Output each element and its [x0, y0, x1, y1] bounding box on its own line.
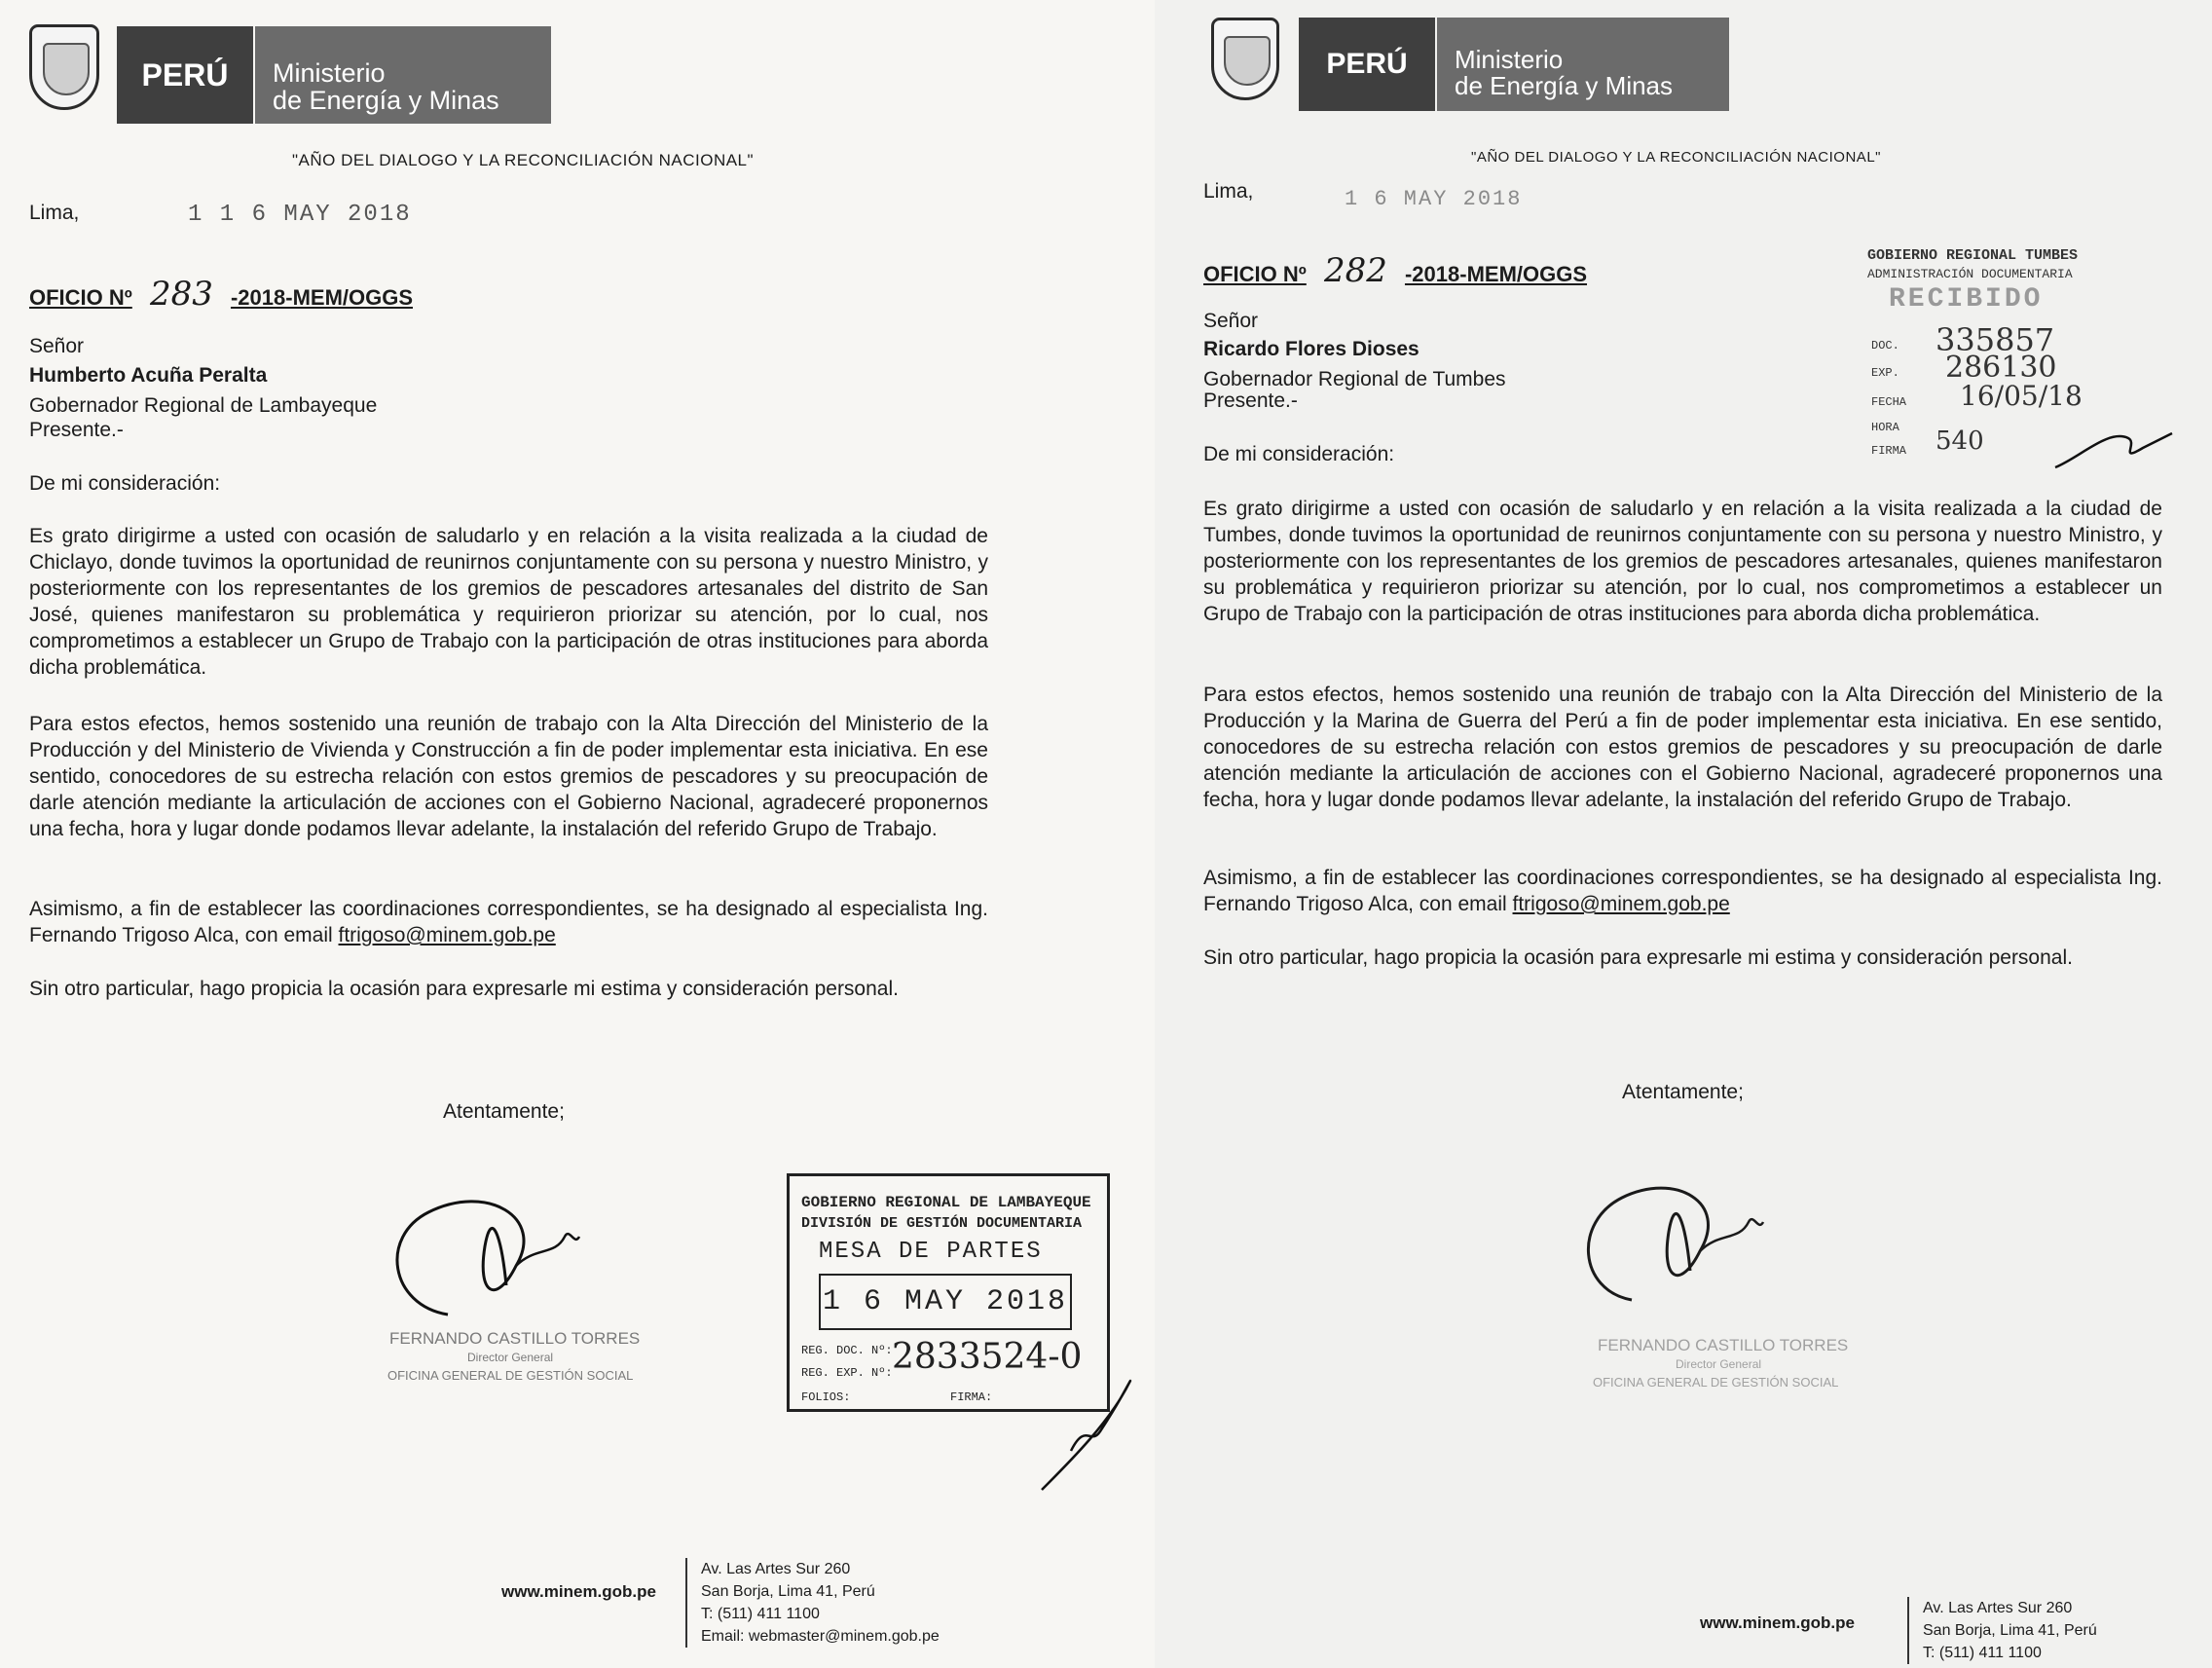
stamp-reg-exp-label: REG. EXP. Nº: — [801, 1366, 893, 1380]
stamp-hora-label: HORA — [1871, 421, 1899, 434]
stamp-line3: MESA DE PARTES — [819, 1239, 1043, 1265]
ministry-line2: de Energía y Minas — [1455, 71, 1674, 101]
footer-addr-line2: San Borja, Lima 41, Perú — [701, 1583, 875, 1600]
signer-office: OFICINA GENERAL DE GESTIÓN SOCIAL — [1593, 1375, 1839, 1390]
footer-website[interactable]: www.minem.gob.pe — [501, 1582, 656, 1601]
email-link[interactable]: ftrigoso@minem.gob.pe — [1512, 893, 1730, 915]
stamp-firma-value: 540 — [1936, 426, 1984, 456]
year-motto: "AÑO DEL DIALOGO Y LA RECONCILIACIÓN NACIONAL" — [1471, 149, 1881, 166]
stamp-doc-value: 335857 — [1936, 321, 2055, 358]
oficio-heading — [29, 275, 413, 314]
stamp-fecha-value: 16/05/18 — [1960, 380, 2083, 412]
paragraph-1: Es grato dirigirme a usted con ocasión de saludarlo y en relación a la visita realizada a la ciudad de Chiclayo, donde tuvimos la oportunidad de reunirnos conjuntamente con su persona y nuestro Ministro, y posteriormente con los representantes de los gremios de pescadores artesanales del distrito de San José, quienes manifestaron su problemática y requirieron priorizar su atención, por lo cual, nos comprometimos a establecer un Grupo de Trabajo con la participación de otras instituciones para aborda dicha problemática. — [29, 525, 988, 679]
oficio-number: 282 — [1323, 251, 1387, 290]
date-stamp: 1 1 6 MAY 2018 — [188, 202, 412, 228]
presente: Presente.- — [1203, 389, 1298, 412]
date-stamp: 1 6 MAY 2018 — [1345, 187, 1523, 211]
ministry-label — [255, 26, 551, 124]
peru-label: PERÚ — [117, 26, 253, 124]
ministry-line1: Ministerio — [273, 58, 386, 88]
footer-addr-line2: San Borja, Lima 41, Perú — [1923, 1622, 2097, 1639]
paragraph-4: Sin otro particular, hago propicia la ocasión para expresarle mi estima y consideración personal. — [1203, 946, 2073, 969]
ministry-line1: Ministerio — [1455, 45, 1564, 74]
city: Lima, — [29, 202, 80, 224]
paragraph-3 — [1203, 865, 2162, 917]
presente: Presente.- — [29, 419, 124, 441]
oficio-number: 283 — [149, 275, 213, 314]
paragraph-2: Para estos efectos, hemos sostenido una reunión de trabajo con la Alta Dirección del Ministerio de la Producción y del Ministerio de Vivienda y Construcción a fin de poder implementar esta iniciativa. En ese sentido, conocedores de su estrecha relación con estos gremios de pescadores y su preocupación de darle atención mediante la articulación de acciones con el Gobierno Nacional, agradeceré proponernos una fecha, hora y lugar donde podamos llevar adelante, la instalación del referido Grupo de Trabajo. — [29, 713, 988, 840]
paragraph-4: Sin otro particular, hago propicia la ocasión para expresarle mi estima y consideración personal. — [29, 978, 899, 1000]
stamp-firma-label: FIRMA: — [950, 1390, 993, 1404]
footer-addr-line1: Av. Las Artes Sur 260 — [701, 1561, 851, 1577]
peru-label: PERÚ — [1299, 18, 1435, 111]
paragraph-2: Para estos efectos, hemos sostenido una reunión de trabajo con la Alta Dirección del Ministerio de la Producción y la Marina de Guerra del Perú a fin de poder implementar esta iniciativa. En ese sentido, conocedores de su estrecha relación con estos gremios de pescadores y su preocupación de darle atención mediante la articulación de acciones con el Gobierno Nacional, agradeceré proponernos una fecha, hora y lugar donde podamos llevar adelante, la instalación del referido Grupo de Trabajo. — [1203, 684, 2162, 811]
letter-tumbes — [1155, 0, 2212, 1668]
paragraph-3-text: Asimismo, a fin de establecer las coordinaciones correspondientes, se ha designado al especialista Ing. Fernando Trigoso Alca, con email — [1203, 867, 2162, 915]
oficio-prefix: OFICIO Nº — [29, 285, 132, 310]
stamp-line1: GOBIERNO REGIONAL DE LAMBAYEQUE — [801, 1194, 1091, 1211]
stamp-reg-doc-label: REG. DOC. Nº: — [801, 1344, 893, 1357]
stamp-line1: GOBIERNO REGIONAL TUMBES — [1867, 247, 2079, 264]
greeting: De mi consideración: — [29, 472, 221, 495]
recipient-name: Humberto Acuña Peralta — [29, 364, 268, 387]
oficio-suffix: -2018-MEM/OGGS — [1404, 262, 1588, 286]
recipient-title: Gobernador Regional de Tumbes — [1203, 368, 1506, 390]
paragraph-3 — [29, 896, 988, 948]
footer-email: Email: webmaster@minem.gob.pe — [701, 1628, 940, 1645]
signer-office: OFICINA GENERAL DE GESTIÓN SOCIAL — [387, 1368, 634, 1383]
signer-name: FERNANDO CASTILLO TORRES — [1598, 1336, 1849, 1354]
ministry-line2: de Energía y Minas — [273, 86, 499, 116]
coat-of-arms-icon — [1211, 18, 1279, 100]
city: Lima, — [1203, 180, 1254, 203]
stamp-reg-value: 2833524-0 — [892, 1337, 1083, 1377]
oficio-heading — [1203, 251, 1587, 290]
oficio-suffix: -2018-MEM/OGGS — [230, 285, 414, 310]
signer-role: Director General — [467, 1351, 554, 1364]
recipient-title: Gobernador Regional de Lambayeque — [29, 394, 378, 417]
stamp-doc-label: DOC. — [1871, 339, 1899, 352]
signer-name: FERNANDO CASTILLO TORRES — [389, 1329, 641, 1348]
stamp-line3: RECIBIDO — [1889, 284, 2044, 315]
stamp-line2: DIVISIÓN DE GESTIÓN DOCUMENTARIA — [801, 1215, 1083, 1232]
stamp-fecha-label: FECHA — [1871, 395, 1907, 409]
stamp-firma-label: FIRMA — [1871, 444, 1907, 458]
salutation: Señor — [1203, 310, 1259, 332]
paragraph-3-text: Asimismo, a fin de establecer las coordinaciones correspondientes, se ha designado al especialista Ing. Fernando Trigoso Alca, con email — [29, 898, 988, 946]
stamp-scribble-icon — [2050, 419, 2177, 477]
ministry-label — [1437, 18, 1729, 111]
year-motto: "AÑO DEL DIALOGO Y LA RECONCILIACIÓN NACIONAL" — [292, 151, 755, 169]
footer-phone: T: (511) 411 1100 — [1923, 1645, 2042, 1661]
stamp-exp-value: 286130 — [1945, 351, 2057, 385]
paragraph-1: Es grato dirigirme a usted con ocasión de saludarlo y en relación a la visita realizada a la ciudad de Tumbes, donde tuvimos la oportunidad de reunirnos conjuntamente con su persona y nuestro Ministro, y posteriormente con los representantes de los gremios de pescadores artesanales, quienes manifestaron su problemática y requirieron priorizar su atención, por lo cual, nos comprometimos a establecer un Grupo de Trabajo con la participación de otras instituciones para aborda dicha problemática. — [1203, 498, 2162, 625]
stamp-scribble-icon — [1032, 1363, 1149, 1500]
footer-address — [685, 1558, 940, 1648]
greeting: De mi consideración: — [1203, 443, 1395, 465]
signer-role: Director General — [1676, 1357, 1762, 1371]
closing: Atentamente; — [1622, 1081, 1744, 1103]
oficio-prefix: OFICIO Nº — [1203, 262, 1307, 286]
stamp-line2: ADMINISTRACIÓN DOCUMENTARIA — [1867, 267, 2073, 281]
email-link[interactable]: ftrigoso@minem.gob.pe — [338, 924, 556, 946]
stamp-date: 1 6 MAY 2018 — [819, 1274, 1072, 1330]
recipient-name: Ricardo Flores Dioses — [1203, 338, 1419, 360]
stamp-exp-label: EXP. — [1871, 366, 1899, 380]
signature-icon — [370, 1178, 623, 1324]
footer-website[interactable]: www.minem.gob.pe — [1700, 1613, 1855, 1632]
salutation: Señor — [29, 335, 85, 357]
footer-addr-line1: Av. Las Artes Sur 260 — [1923, 1600, 2073, 1616]
footer-address — [1907, 1597, 2097, 1664]
signature-icon — [1564, 1164, 1797, 1310]
footer-phone: T: (511) 411 1100 — [701, 1606, 820, 1622]
closing: Atentamente; — [443, 1100, 565, 1123]
stamp-folios-label: FOLIOS: — [801, 1390, 851, 1404]
coat-of-arms-icon — [29, 24, 99, 110]
